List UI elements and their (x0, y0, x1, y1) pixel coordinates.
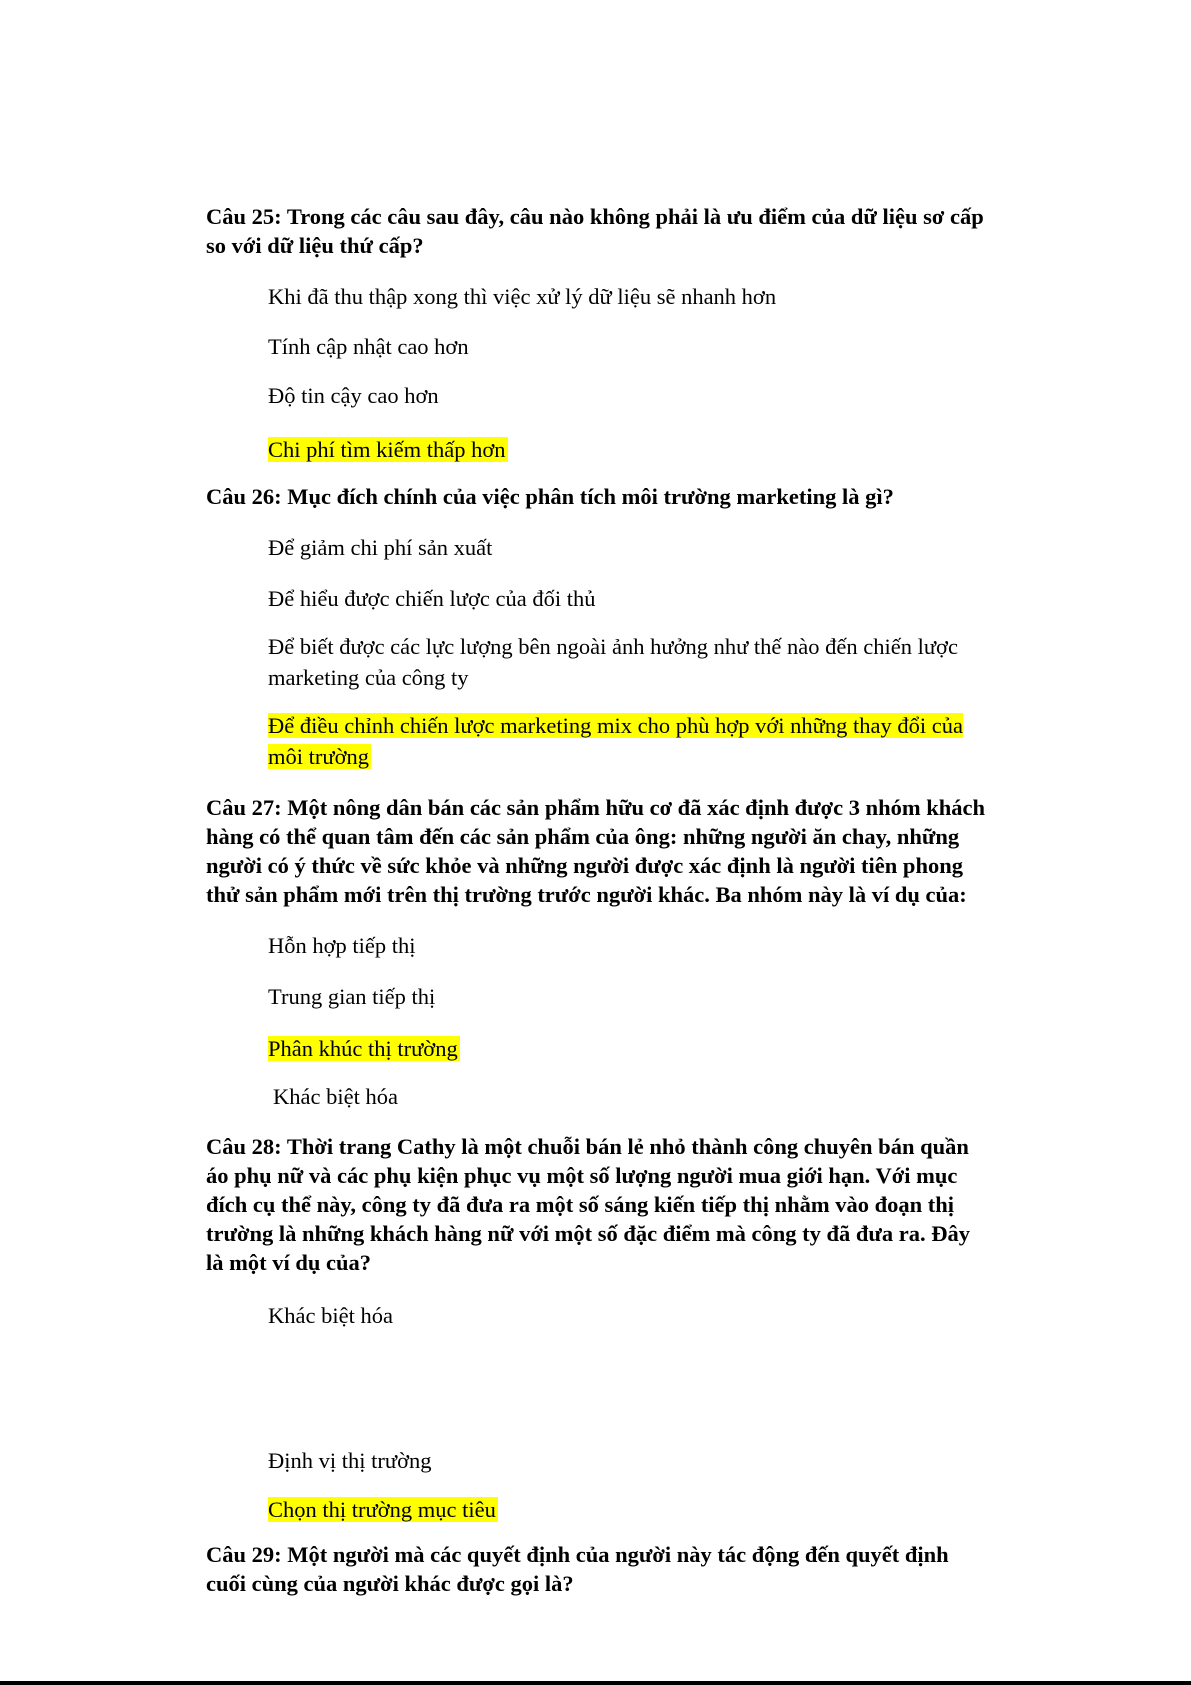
answer-text: Để giảm chi phí sản xuất (268, 535, 493, 560)
answer-text-highlighted: Chọn thị trường mục tiêu (268, 1497, 496, 1522)
answer-text: Hỗn hợp tiếp thị (268, 933, 416, 958)
answer-text-highlighted: Để điều chỉnh chiến lược marketing mix cho phù hợp với những thay đổi của môi trường (268, 713, 963, 769)
answer-option (268, 981, 988, 1012)
question-text: Một người mà các quyết định của người này tác động đến quyết định cuối cùng của người khác được gọi là? (206, 1542, 949, 1596)
answer-text: Tính cập nhật cao hơn (268, 334, 469, 359)
answer-option (273, 1081, 993, 1112)
answer-text: Khác biệt hóa (268, 1303, 393, 1328)
page-bottom-divider (0, 1681, 1191, 1685)
answer-text: Độ tin cậy cao hơn (268, 383, 439, 408)
question-text: Trong các câu sau đây, câu nào không phải là ưu điểm của dữ liệu sơ cấp so với dữ liệu thứ cấp? (206, 204, 984, 258)
answer-option-correct (268, 1494, 988, 1525)
answer-option (268, 583, 988, 614)
answer-option (268, 1445, 988, 1476)
question-text: Mục đích chính của việc phân tích môi trường marketing là gì? (287, 484, 894, 509)
question-27 (206, 793, 986, 909)
answer-option (268, 331, 988, 362)
answer-text: Trung gian tiếp thị (268, 984, 436, 1009)
answer-option (268, 1300, 988, 1331)
answer-text-highlighted: Phân khúc thị trường (268, 1036, 458, 1061)
answer-option-correct (268, 434, 988, 465)
question-number: Câu 25: (206, 204, 282, 229)
answer-option (268, 532, 988, 563)
answer-option (268, 631, 988, 693)
question-29 (206, 1540, 986, 1598)
answer-option-correct (268, 1033, 988, 1064)
question-number: Câu 28: (206, 1134, 282, 1159)
answer-option (268, 281, 988, 312)
question-number: Câu 27: (206, 795, 282, 820)
answer-text-highlighted: Chi phí tìm kiếm thấp hơn (268, 437, 506, 462)
question-text: Một nông dân bán các sản phẩm hữu cơ đã xác định được 3 nhóm khách hàng có thể quan tâm đến các sản phẩm của ông: những người ăn chay, những người có ý thức về sức khỏe và những người được xác định là người tiên phong thử sản phẩm mới trên thị trường trước người khác. Ba nhóm này là ví dụ của: (206, 795, 985, 907)
answer-text: Để hiểu được chiến lược của đối thủ (268, 586, 596, 611)
question-text: Thời trang Cathy là một chuỗi bán lẻ nhỏ thành công chuyên bán quần áo phụ nữ và các phụ kiện phục vụ một số lượng người mua giới hạn. Với mục đích cụ thể này, công ty đã đưa ra một số sáng kiến tiếp thị nhằm vào đoạn thị trường là những khách hàng nữ với một số đặc điểm mà công ty đã đưa ra. Đây là một ví dụ của? (206, 1134, 971, 1275)
answer-option (268, 930, 988, 961)
question-28 (206, 1132, 986, 1277)
question-25 (206, 202, 986, 260)
answer-text: Để biết được các lực lượng bên ngoài ảnh hưởng như thế nào đến chiến lược marketing của công ty (268, 634, 958, 690)
answer-text: Khi đã thu thập xong thì việc xử lý dữ liệu sẽ nhanh hơn (268, 284, 777, 309)
answer-text: Định vị thị trường (268, 1448, 432, 1473)
question-number: Câu 26: (206, 484, 282, 509)
question-26 (206, 482, 986, 511)
answer-text: Khác biệt hóa (273, 1084, 398, 1109)
answer-option (268, 380, 988, 411)
question-number: Câu 29: (206, 1542, 282, 1567)
answer-option-correct (268, 710, 988, 772)
